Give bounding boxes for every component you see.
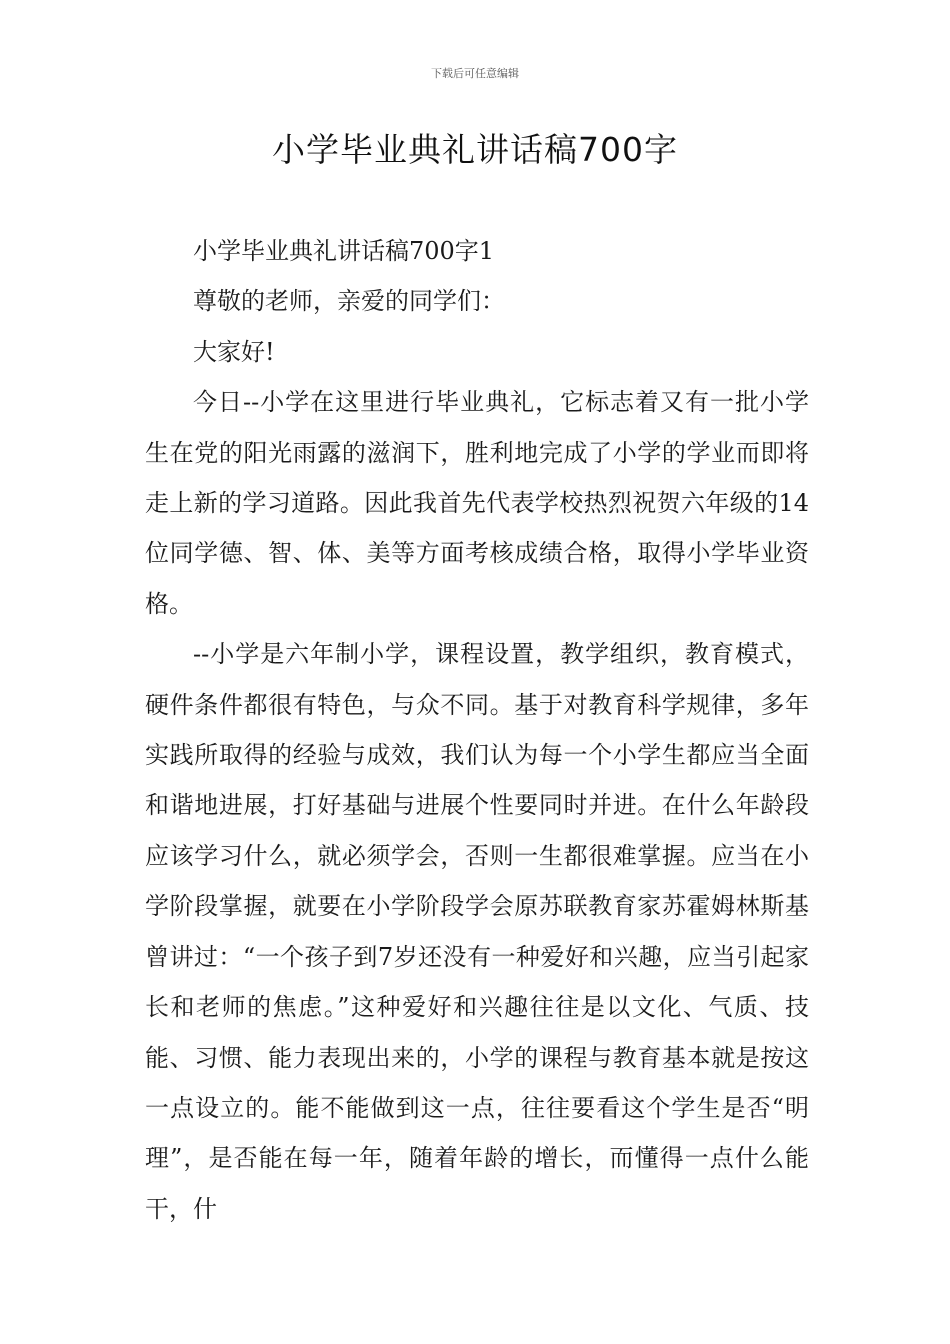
- document-body: [145, 226, 809, 1234]
- document-title: 小学毕业典礼讲话稿700字: [272, 130, 678, 169]
- header-note: 下载后可任意编辑: [431, 67, 519, 80]
- paragraph-body-1: 今日--小学在这里进行毕业典礼，它标志着又有一批小学生在党的阳光雨露的滋润下，胜利地完成了小学的学业而即将走上新的学习道路。因此我首先代表学校热烈祝贺六年级的14位同学德、智、体、美等方面考核成绩合格，取得小学毕业资格。: [145, 388, 809, 618]
- paragraph-greeting: 大家好!: [193, 337, 275, 366]
- paragraph-body-2: --小学是六年制小学，课程设置，教学组织，教育模式，硬件条件都很有特色，与众不同。基于对教育科学规律，多年实践所取得的经验与成效，我们认为每一个小学生都应当全面和谐地进展，打好基础与进展个性要同时并进。在什么年龄段应该学习什么，就必须学会，否则一生都很难掌握。应当在小学阶段掌握，就要在小学阶段学会原苏联教育家苏霍姆林斯基曾讲过：“一个孩子到7岁还没有一种爱好和兴趣，应当引起家长和老师的焦虑。”这种爱好和兴趣往往是以文化、气质、技能、习惯、能力表现出来的，小学的课程与教育基本就是按这一点设立的。能不能做到这一点，往往要看这个学生是否“明理”，是否能在每一年，随着年龄的增长，而懂得一点什么能干，什: [145, 640, 809, 1223]
- paragraph-salutation: 尊敬的老师，亲爱的同学们：: [193, 287, 505, 316]
- paragraph-subtitle: 小学毕业典礼讲话稿700字1: [193, 237, 495, 265]
